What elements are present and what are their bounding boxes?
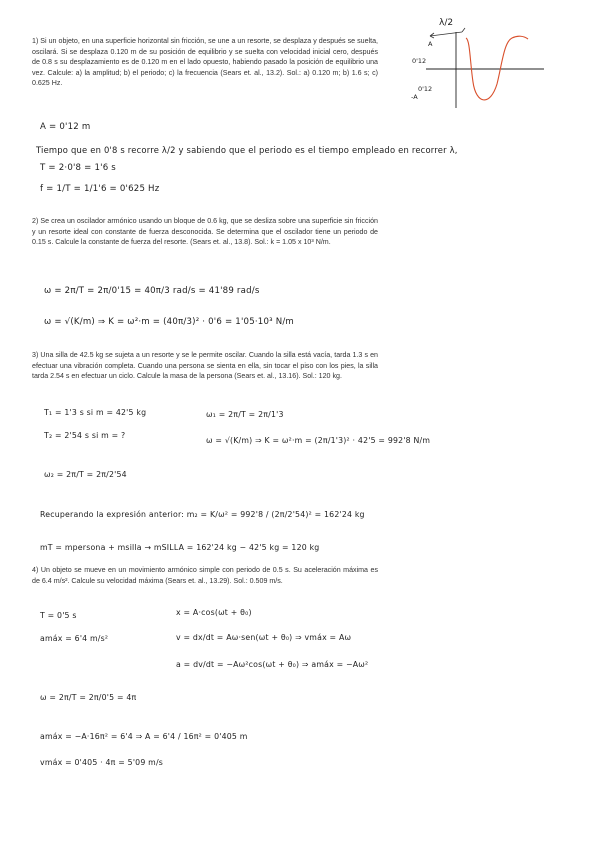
problem-4-statement: 4) Un objeto se mueve en un movimiento armónico simple con periodo de 0.5 s. Su aceleración máxima es de 6.4 m/s². Calcule su velocidad máxima (Sears et. al., 13.29). Sol.: 0.509 m/s.	[32, 566, 378, 585]
p1-period: T = 2·0'8 = 1'6 s	[40, 163, 116, 173]
p1-amplitude: A = 0'12 m	[40, 122, 91, 132]
p4-v: v = dx/dt = Aω·sen(ωt + θ₀) ⇒ vmáx = Aω	[176, 633, 352, 642]
p3-omega2: ω₂ = 2π/T = 2π/2'54	[44, 470, 127, 479]
diagram-label-neg-a: -A	[411, 93, 418, 101]
p4-amplitude: amáx = −A·16π² = 6'4 ⇒ A = 6'4 / 16π² = 0'405 m	[40, 732, 248, 741]
p4-amax: amáx = 6'4 m/s²	[40, 634, 109, 643]
p4-x: x = A·cos(ωt + θ₀)	[176, 608, 252, 617]
p3-k: ω = √(K/m) ⇒ K = ω²·m = (2π/1'3)² · 42'5 = 992'8 N/m	[206, 436, 431, 445]
problem-1-statement: 1) Si un objeto, en una superficie horizontal sin fricción, se une a un resorte, se desplaza y después se suelta, oscilará. Si se desplaza 0.120 m de su posición de equilibrio y se suelta con velocidad inicial cero, después de 0.8 s su desplazamiento es de 0.120 m en el lado opuesto, habiendo pasado la posición de equilibrio una vez. Calcule: a) la amplitud; b) el periodo; c) la frecuencia (Sears et. al., 13.2). Sol.: a) 0.120 m; b) 1.6 s; c) 0.625 Hz.	[32, 37, 378, 88]
diagram-label-012-bottom: 0'12	[418, 85, 433, 93]
p4-period: T = 0'5 s	[40, 611, 77, 620]
p3-t2: T₂ = 2'54 s si m = ?	[44, 431, 126, 440]
wave-diagram	[404, 12, 554, 112]
p3-m2: Recuperando la expresión anterior: m₂ = K/ω² = 992'8 / (2π/2'54)² = 162'24 kg	[40, 510, 365, 519]
diagram-top-label: λ/2	[439, 18, 454, 28]
problem-3-statement: 3) Una silla de 42.5 kg se sujeta a un resorte y se le permite oscilar. Cuando la silla está vacía, tarda 1.3 s en efectuar una vibración completa. Cuando una persona se sienta en ella, sin tocar el piso con los pies, la silla tarda 2.54 s en efectuar un ciclo. Calcule la masa de la persona (Sears et. al., 13.16). Sol.: 120 kg.	[32, 351, 378, 381]
arrow-tick	[462, 28, 465, 32]
p2-omega: ω = 2π/T = 2π/0'15 = 40π/3 rad/s = 41'89 rad/s	[44, 286, 260, 296]
arrow-line	[430, 32, 462, 36]
p4-a: a = dv/dt = −Aω²cos(ωt + θ₀) ⇒ amáx = −Aω²	[176, 660, 369, 669]
diagram-label-a: A	[428, 40, 433, 48]
p3-mass: mT = mpersona + msilla → mSILLA = 162'24 kg − 42'5 kg = 120 kg	[40, 543, 320, 552]
p1-frequency: f = 1/T = 1/1'6 = 0'625 Hz	[40, 184, 160, 194]
wave-curve	[466, 36, 528, 100]
problem-2-statement: 2) Se crea un oscilador armónico usando un bloque de 0.6 kg, que se desliza sobre una superficie sin fricción y un resorte ideal con constante de fuerza desconocida. Se determina que el oscilador tiene un periodo de 0.15 s. Calcule la constante de fuerza del resorte. (Sears et. al., 13.8). Sol.: k = 1.05 x 10³ N/m.	[32, 217, 378, 247]
p2-k: ω = √(K/m) ⇒ K = ω²·m = (40π/3)² · 0'6 = 1'05·10³ N/m	[44, 317, 294, 327]
p3-t1: T₁ = 1'3 s si m = 42'5 kg	[44, 408, 147, 417]
p3-omega1: ω₁ = 2π/T = 2π/1'3	[206, 410, 284, 419]
p1-explanation: Tiempo que en 0'8 s recorre λ/2 y sabiendo que el periodo es el tiempo empleado en recorrer λ,	[36, 145, 458, 155]
p4-vmax: vmáx = 0'405 · 4π = 5'09 m/s	[40, 758, 164, 767]
p4-omega: ω = 2π/T = 2π/0'5 = 4π	[40, 693, 137, 702]
diagram-label-012-top: 0'12	[412, 57, 427, 65]
